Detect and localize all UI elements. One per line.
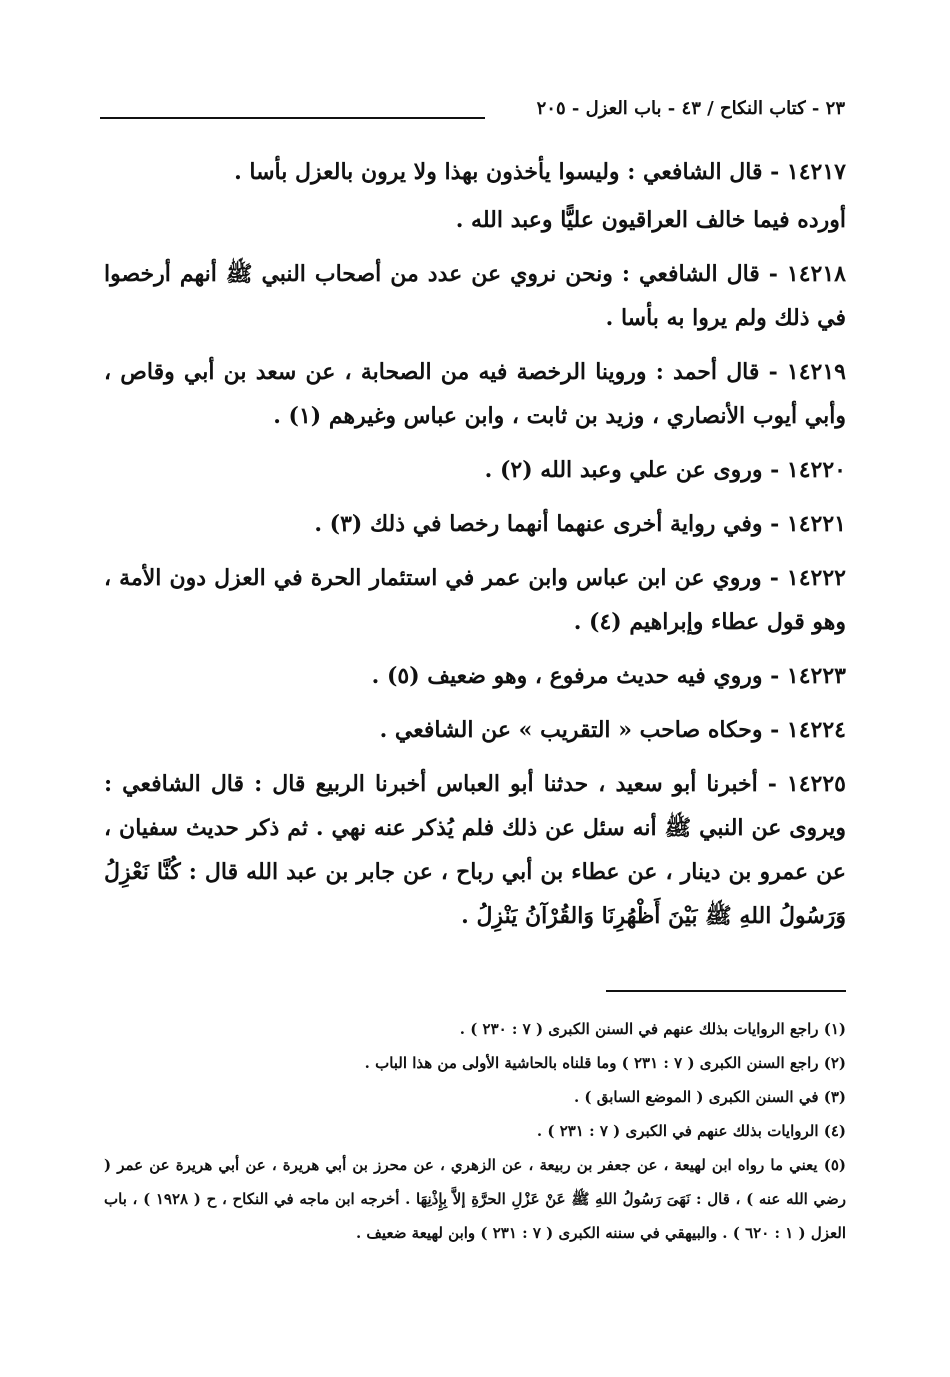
footnote-5: (٥) يعني ما رواه ابن لهيعة ، عن جعفر بن ربيعة ، عن الزهري ، عن محرز بن أبي هريرة ، عن أبي هريرة عن عمر ( رضي الله عنه ) ، قال : نَهَىَ رَسُولُ اللهِ ﷺ عَنْ عَزْلِ الحرَّةِ إلاَّ بِإِذْنِهَا . أخرجه ابن ماجه في النكاح ، ح ( ١٩٢٨ ) ، باب العزل ( ١ : ٦٢٠ ) . والبيهقي في سننه الكبرى ( ٧ : ٢٣١ ) وابن لهيعة ضعيف . (104, 1156, 846, 1242)
header-rule (100, 117, 485, 119)
paragraph-14224: ١٤٢٢٤ - وحكاه صاحب « التقريب » عن الشافعي . (379, 717, 846, 743)
header-title: ٢٣ - كتاب النكاح / ٤٣ - باب العزل - ٢٠٥ (536, 98, 845, 119)
footnote-3: (٣) في السنن الكبرى ( الموضع السابق ) . (573, 1088, 846, 1106)
footnote-1: (١) راجع الروايات بذلك عنهم في السنن الكبرى ( ٧ : ٢٣٠ ) . (459, 1020, 846, 1038)
paragraph-14218: ١٤٢١٨ - قال الشافعي : ونحن نروي عن عدد من أصحاب النبي ﷺ أنهم أرخصوا في ذلك ولم يروا به بأسا . (104, 261, 846, 331)
paragraph-14223: ١٤٢٢٣ - وروي فيه حديث مرفوع ، وهو ضعيف (٥) . (371, 663, 846, 689)
paragraph-14222: ١٤٢٢٢ - وروي عن ابن عباس وابن عمر في استئمار الحرة في العزل دون الأمة ، وهو قول عطاء وإبراهيم (٤) . (104, 565, 846, 635)
footnote-2: (٢) راجع السنن الكبرى ( ٧ : ٢٣١ ) وما قلناه بالحاشية الأولى من هذا الباب . (364, 1054, 846, 1072)
running-header (100, 96, 845, 130)
paragraph-14221: ١٤٢٢١ - وفي رواية أخرى عنهما أنهما رخصا في ذلك (٣) . (314, 511, 846, 537)
paragraph-14217-note: أورده فيما خالف العراقيون عليًّا وعبد الله . (455, 207, 846, 233)
footnotes (104, 1012, 846, 1250)
paragraph-14219: ١٤٢١٩ - قال أحمد : وروينا الرخصة فيه من الصحابة ، عن سعد بن أبي وقاص ، وأبي أيوب الأنصاري ، وزيد بن ثابت ، وابن عباس وغيرهم (١) . (104, 359, 846, 429)
footnote-4: (٤) الروايات بذلك عنهم في الكبرى ( ٧ : ٢٣١ ) . (536, 1122, 846, 1140)
footnote-separator (606, 990, 846, 992)
paragraph-14217: ١٤٢١٧ - قال الشافعي : وليسوا يأخذون بهذا ولا يرون بالعزل بأسا . (234, 159, 846, 185)
main-text (104, 150, 846, 948)
paragraph-14225: ١٤٢٢٥ - أخبرنا أبو سعيد ، حدثنا أبو العباس أخبرنا الربيع قال : قال الشافعي : ويروى عن النبي ﷺ أنه سئل عن ذلك فلم يُذكر عنه نهي . ثم ذكر حديث سفيان ، عن عمرو بن دينار ، عن عطاء بن أبي رباح ، عن جابر بن عبد الله قال : كُنَّا نَعْزِلُ وَرَسُولُ اللهِ ﷺ بَيْنَ أَظْهُرِنَا وَالقُرْآنُ يَنْزِلُ . (104, 771, 846, 929)
paragraph-14220: ١٤٢٢٠ - وروى عن علي وعبد الله (٢) . (484, 457, 846, 483)
